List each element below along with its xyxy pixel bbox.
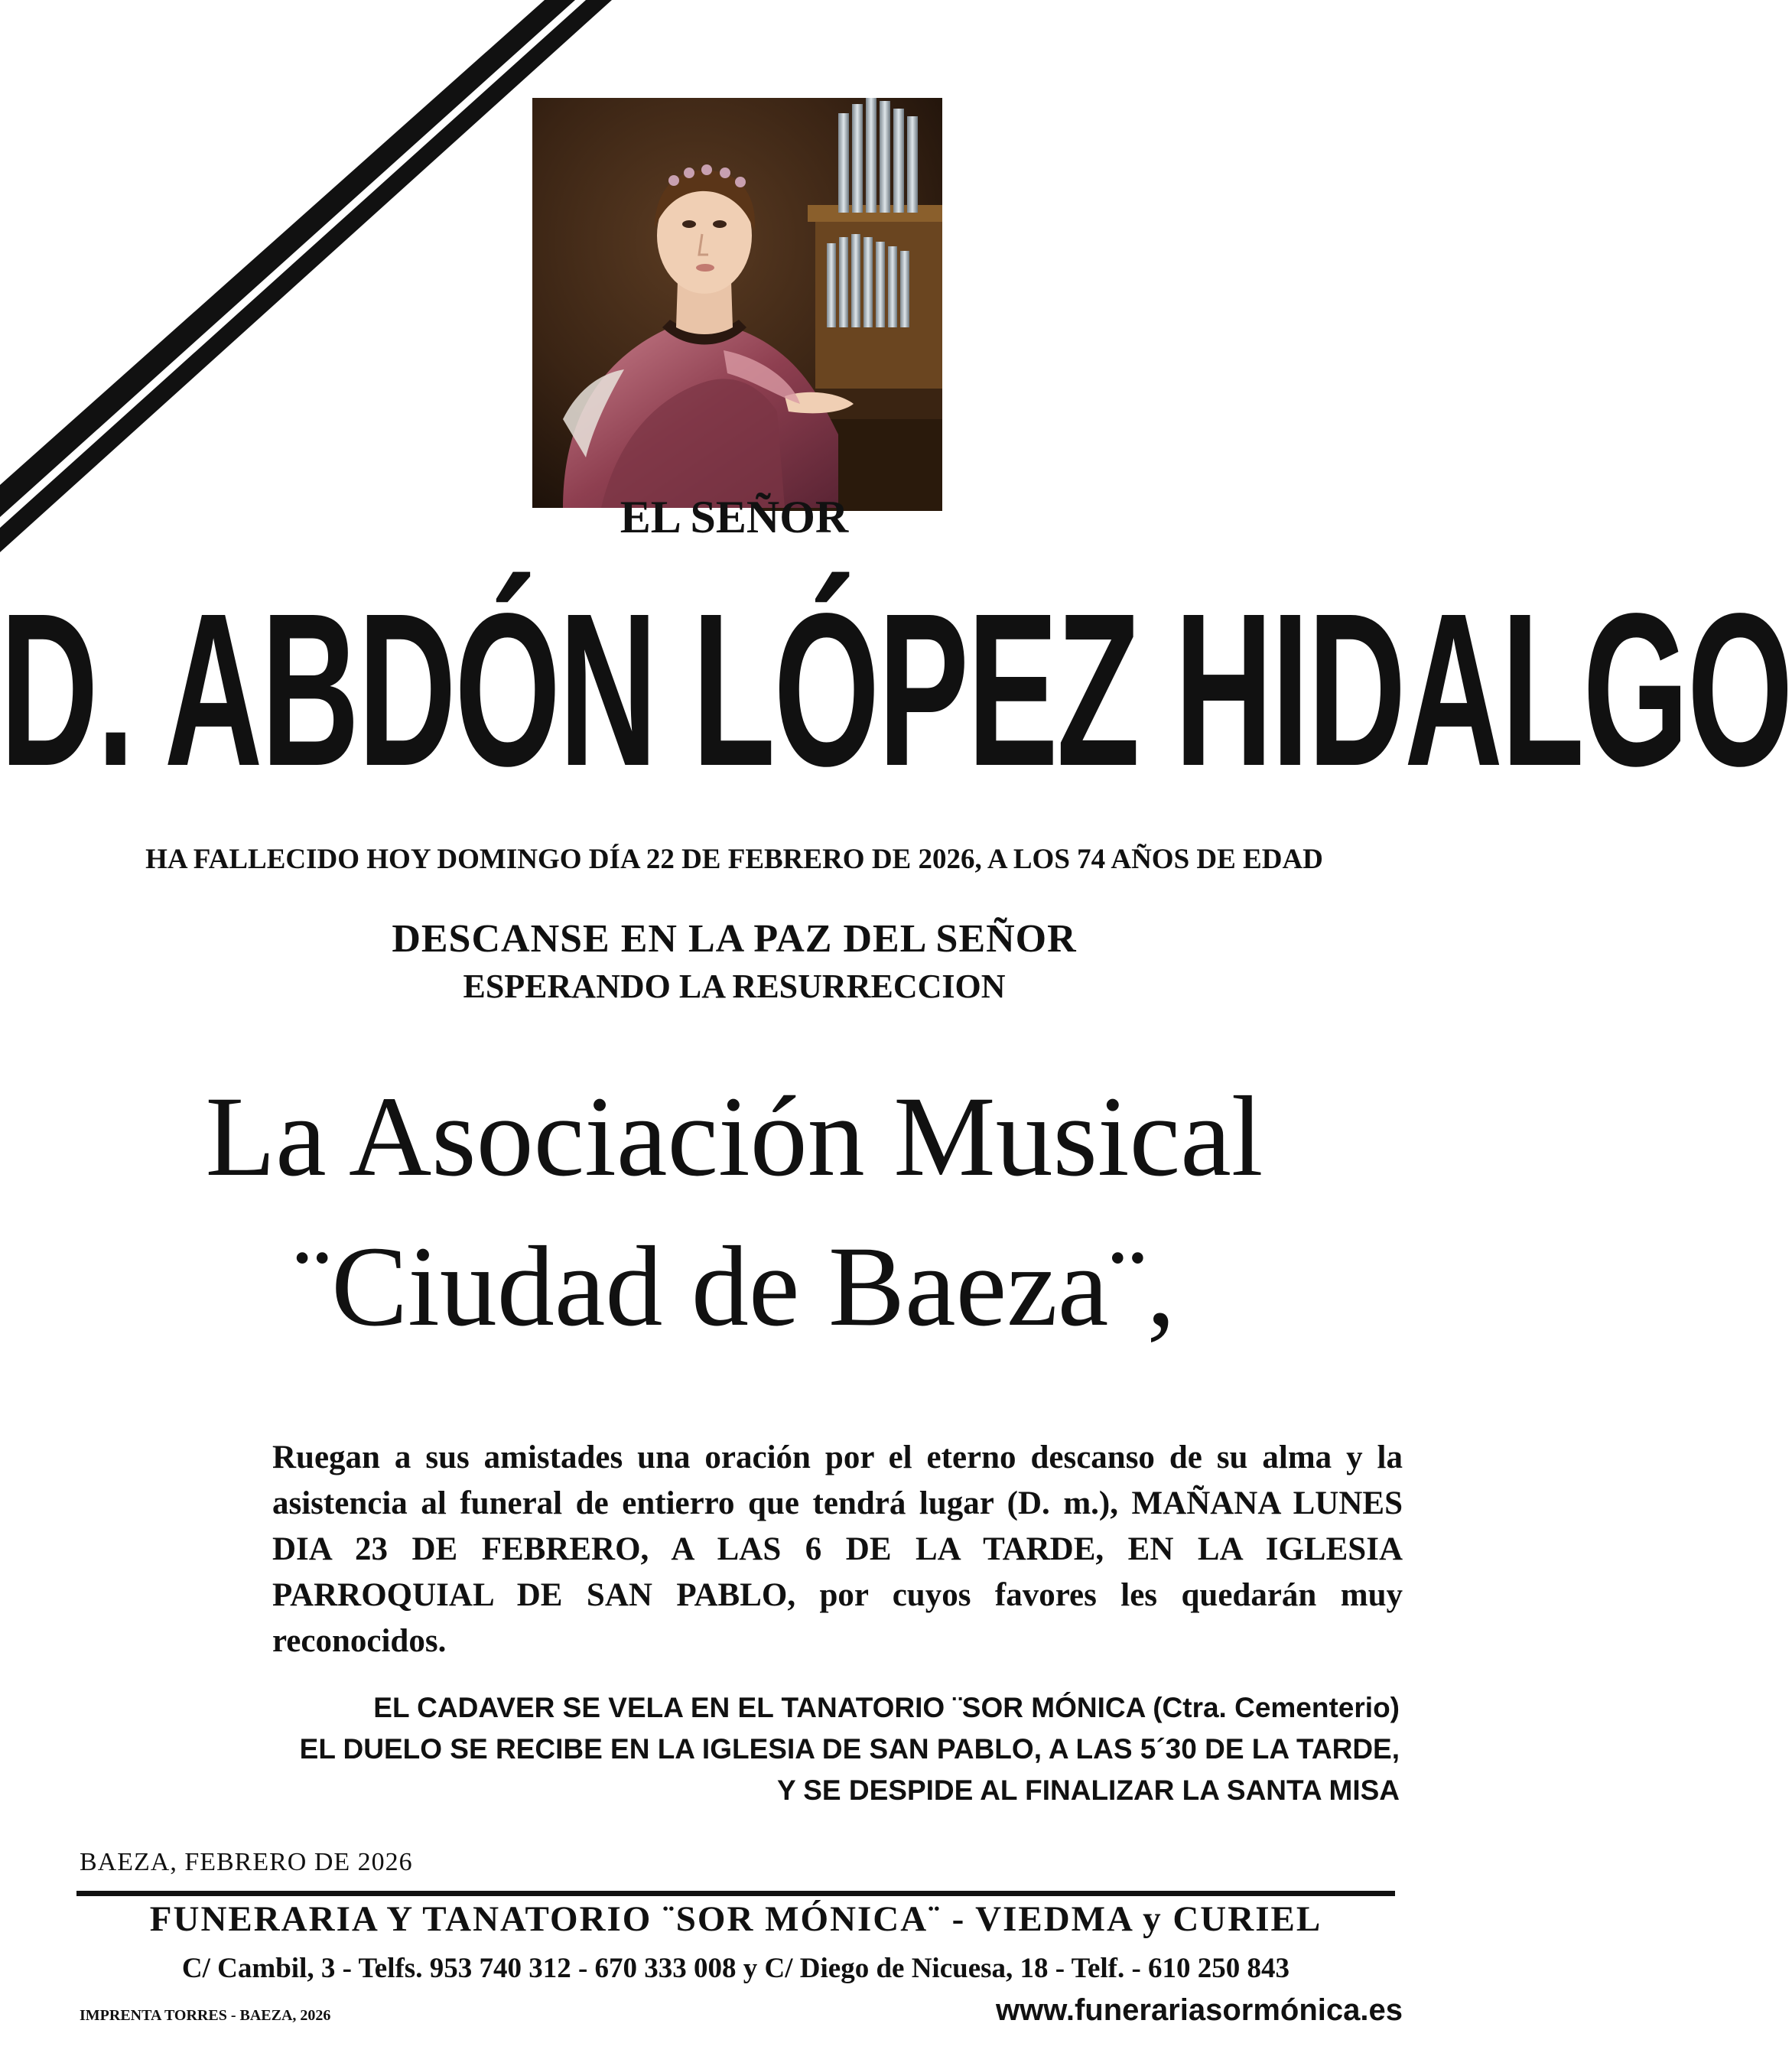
death-info: HA FALLECIDO HOY DOMINGO DÍA 22 DE FEBRERO DE 2026, A LOS 74 AÑOS DE EDAD bbox=[145, 844, 1323, 875]
footer-divider bbox=[76, 1891, 1395, 1896]
printer-credit: IMPRENTA TORRES - BAEZA, 2026 bbox=[80, 2007, 331, 2024]
mourning-reception-line: EL DUELO SE RECIBE EN LA IGLESIA DE SAN PABLO, A LAS 5´30 DE LA TARDE, bbox=[299, 1733, 1400, 1765]
place-date: BAEZA, FEBRERO DE 2026 bbox=[80, 1848, 413, 1876]
association-name-line1: La Asociación Musical bbox=[205, 1073, 1264, 1200]
resurrection-line: ESPERANDO LA RESURRECCION bbox=[463, 968, 1006, 1005]
saint-cecilia-portrait bbox=[532, 98, 942, 508]
website-link[interactable]: www.funerariasormónica.es bbox=[995, 1993, 1403, 2027]
farewell-line: Y SE DESPIDE AL FINALIZAR LA SANTA MISA bbox=[776, 1775, 1400, 1806]
mourning-ribbon bbox=[0, 0, 612, 551]
funeral-invitation-paragraph: Ruegan a sus amistades una oración por el eterno descanso de su alma y la asistencia al funeral de entierro que tendrá lugar (D. m.), MAÑANA LUNES DIA 23 DE FEBRERO, A LAS 6 DE LA TARDE, EN LA IGLESIA PARROQUIAL DE SAN PABLO, por cuyos favores les quedarán muy reconocidos. bbox=[272, 1440, 1403, 1659]
title-prefix: EL SEÑOR bbox=[620, 492, 849, 542]
wake-location-line: EL CADAVER SE VELA EN EL TANATORIO ¨SOR MÓNICA (Ctra. Cementerio) bbox=[373, 1692, 1400, 1723]
association-name-line2: ¨Ciudad de Baeza¨, bbox=[293, 1223, 1176, 1350]
deceased-name: D. ABDÓN LÓPEZ HIDALGO bbox=[0, 568, 1792, 812]
funeral-home-address: C/ Cambil, 3 - Telfs. 953 740 312 - 670 333 008 y C/ Diego de Nicuesa, 18 - Telf. - 610 250 843 bbox=[181, 1953, 1290, 1984]
funeral-home-name: FUNERARIA Y TANATORIO ¨SOR MÓNICA¨ - VIEDMA y CURIEL bbox=[149, 1899, 1322, 1939]
rest-in-peace-line: DESCANSE EN LA PAZ DEL SEÑOR bbox=[392, 917, 1077, 961]
